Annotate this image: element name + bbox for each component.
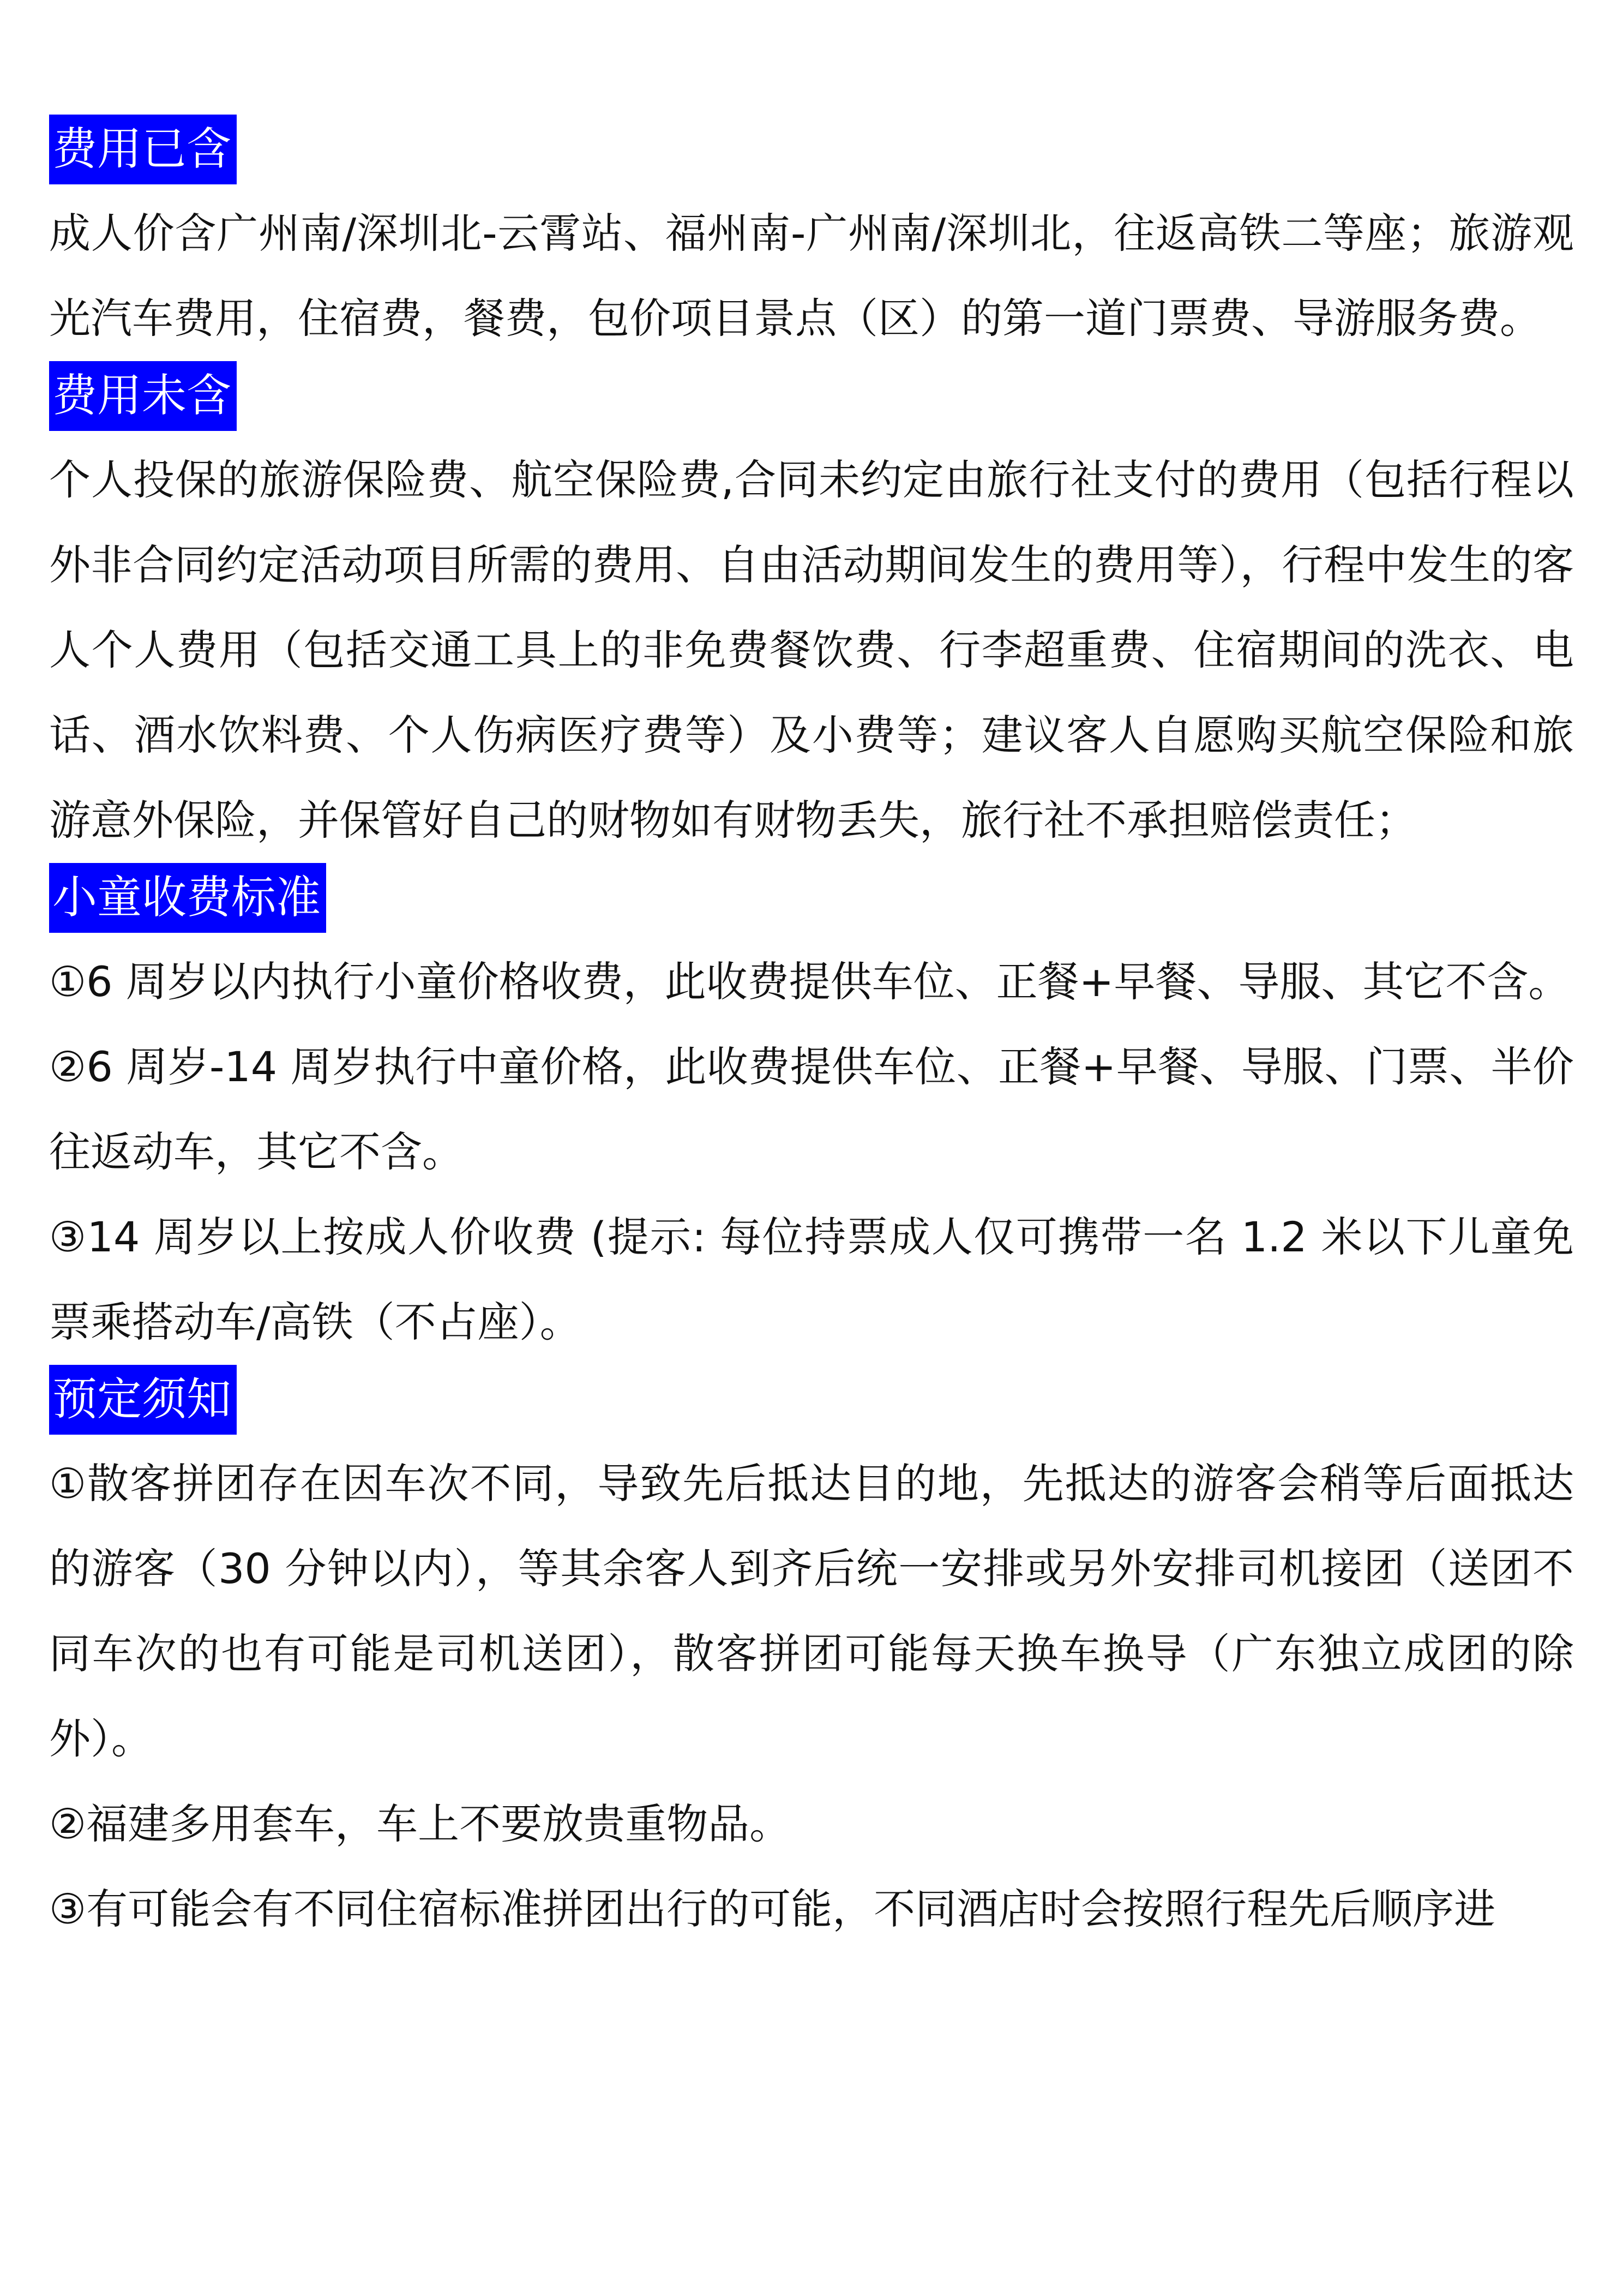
booking-note-item-1: ①散客拼团存在因车次不同，导致先后抵达目的地，先抵达的游客会稍等后面抵达的游客（30 分钟以内），等其余客人到齐后统一安排或另外安排司机接团（送团不同车次的也有可能是司机送团），散客拼团可能每天换车换导（广东独立成团的除外）。 [49, 1459, 1574, 1763]
section-heading-fees-included: 费用已含 [49, 115, 237, 184]
section-heading-child-pricing: 小童收费标准 [49, 863, 326, 933]
section-heading-fees-excluded: 费用未含 [49, 361, 237, 431]
child-pricing-item-3: ③14 周岁以上按成人价收费 (提示: 每位持票成人仅可携带一名 1.2 米以下儿童免票乘搭动车/高铁（不占座）。 [49, 1213, 1574, 1346]
section-heading-booking-notes: 预定须知 [49, 1365, 237, 1435]
booking-note-item-2: ②福建多用套车，车上不要放贵重物品。 [49, 1800, 791, 1848]
document-page [49, 115, 1574, 1952]
section-booking-heading-row [49, 1365, 1574, 1441]
fees-included-text: 成人价含广州南/深圳北-云霄站、福州南-广州南/深圳北，往返高铁二等座；旅游观光汽车费用，住宿费，餐费，包价项目景点（区）的第一道门票费、导游服务费。 [49, 209, 1574, 343]
fees-excluded-text: 个人投保的旅游保险费、航空保险费,合同未约定由旅行社支付的费用（包括行程以外非合同约定活动项目所需的费用、自由活动期间发生的费用等），行程中发生的客人个人费用（包括交通工具上的非免费餐饮费、行李超重费、住宿期间的洗衣、电话、酒水饮料费、个人伤病医疗费等）及小费等；建议客人自愿购买航空保险和旅游意外保险，并保管好自己的财物如有财物丢失，旅行社不承担赔偿责任； [49, 455, 1574, 844]
booking-note-item-3: ③有可能会有不同住宿标准拼团出行的可能，不同酒店时会按照行程先后顺序进 [49, 1885, 1496, 1933]
child-pricing-item-1: ①6 周岁以内执行小童价格收费，此收费提供车位、正餐+早餐、导服、其它不含。 [49, 957, 1570, 1006]
child-pricing-item-2: ②6 周岁-14 周岁执行中童价格，此收费提供车位、正餐+早餐、导服、门票、半价往返动车，其它不含。 [49, 1042, 1574, 1176]
section-included-heading-row [49, 115, 1574, 191]
section-child-heading-row [49, 863, 1574, 939]
section-excluded-heading-row [49, 361, 1574, 437]
